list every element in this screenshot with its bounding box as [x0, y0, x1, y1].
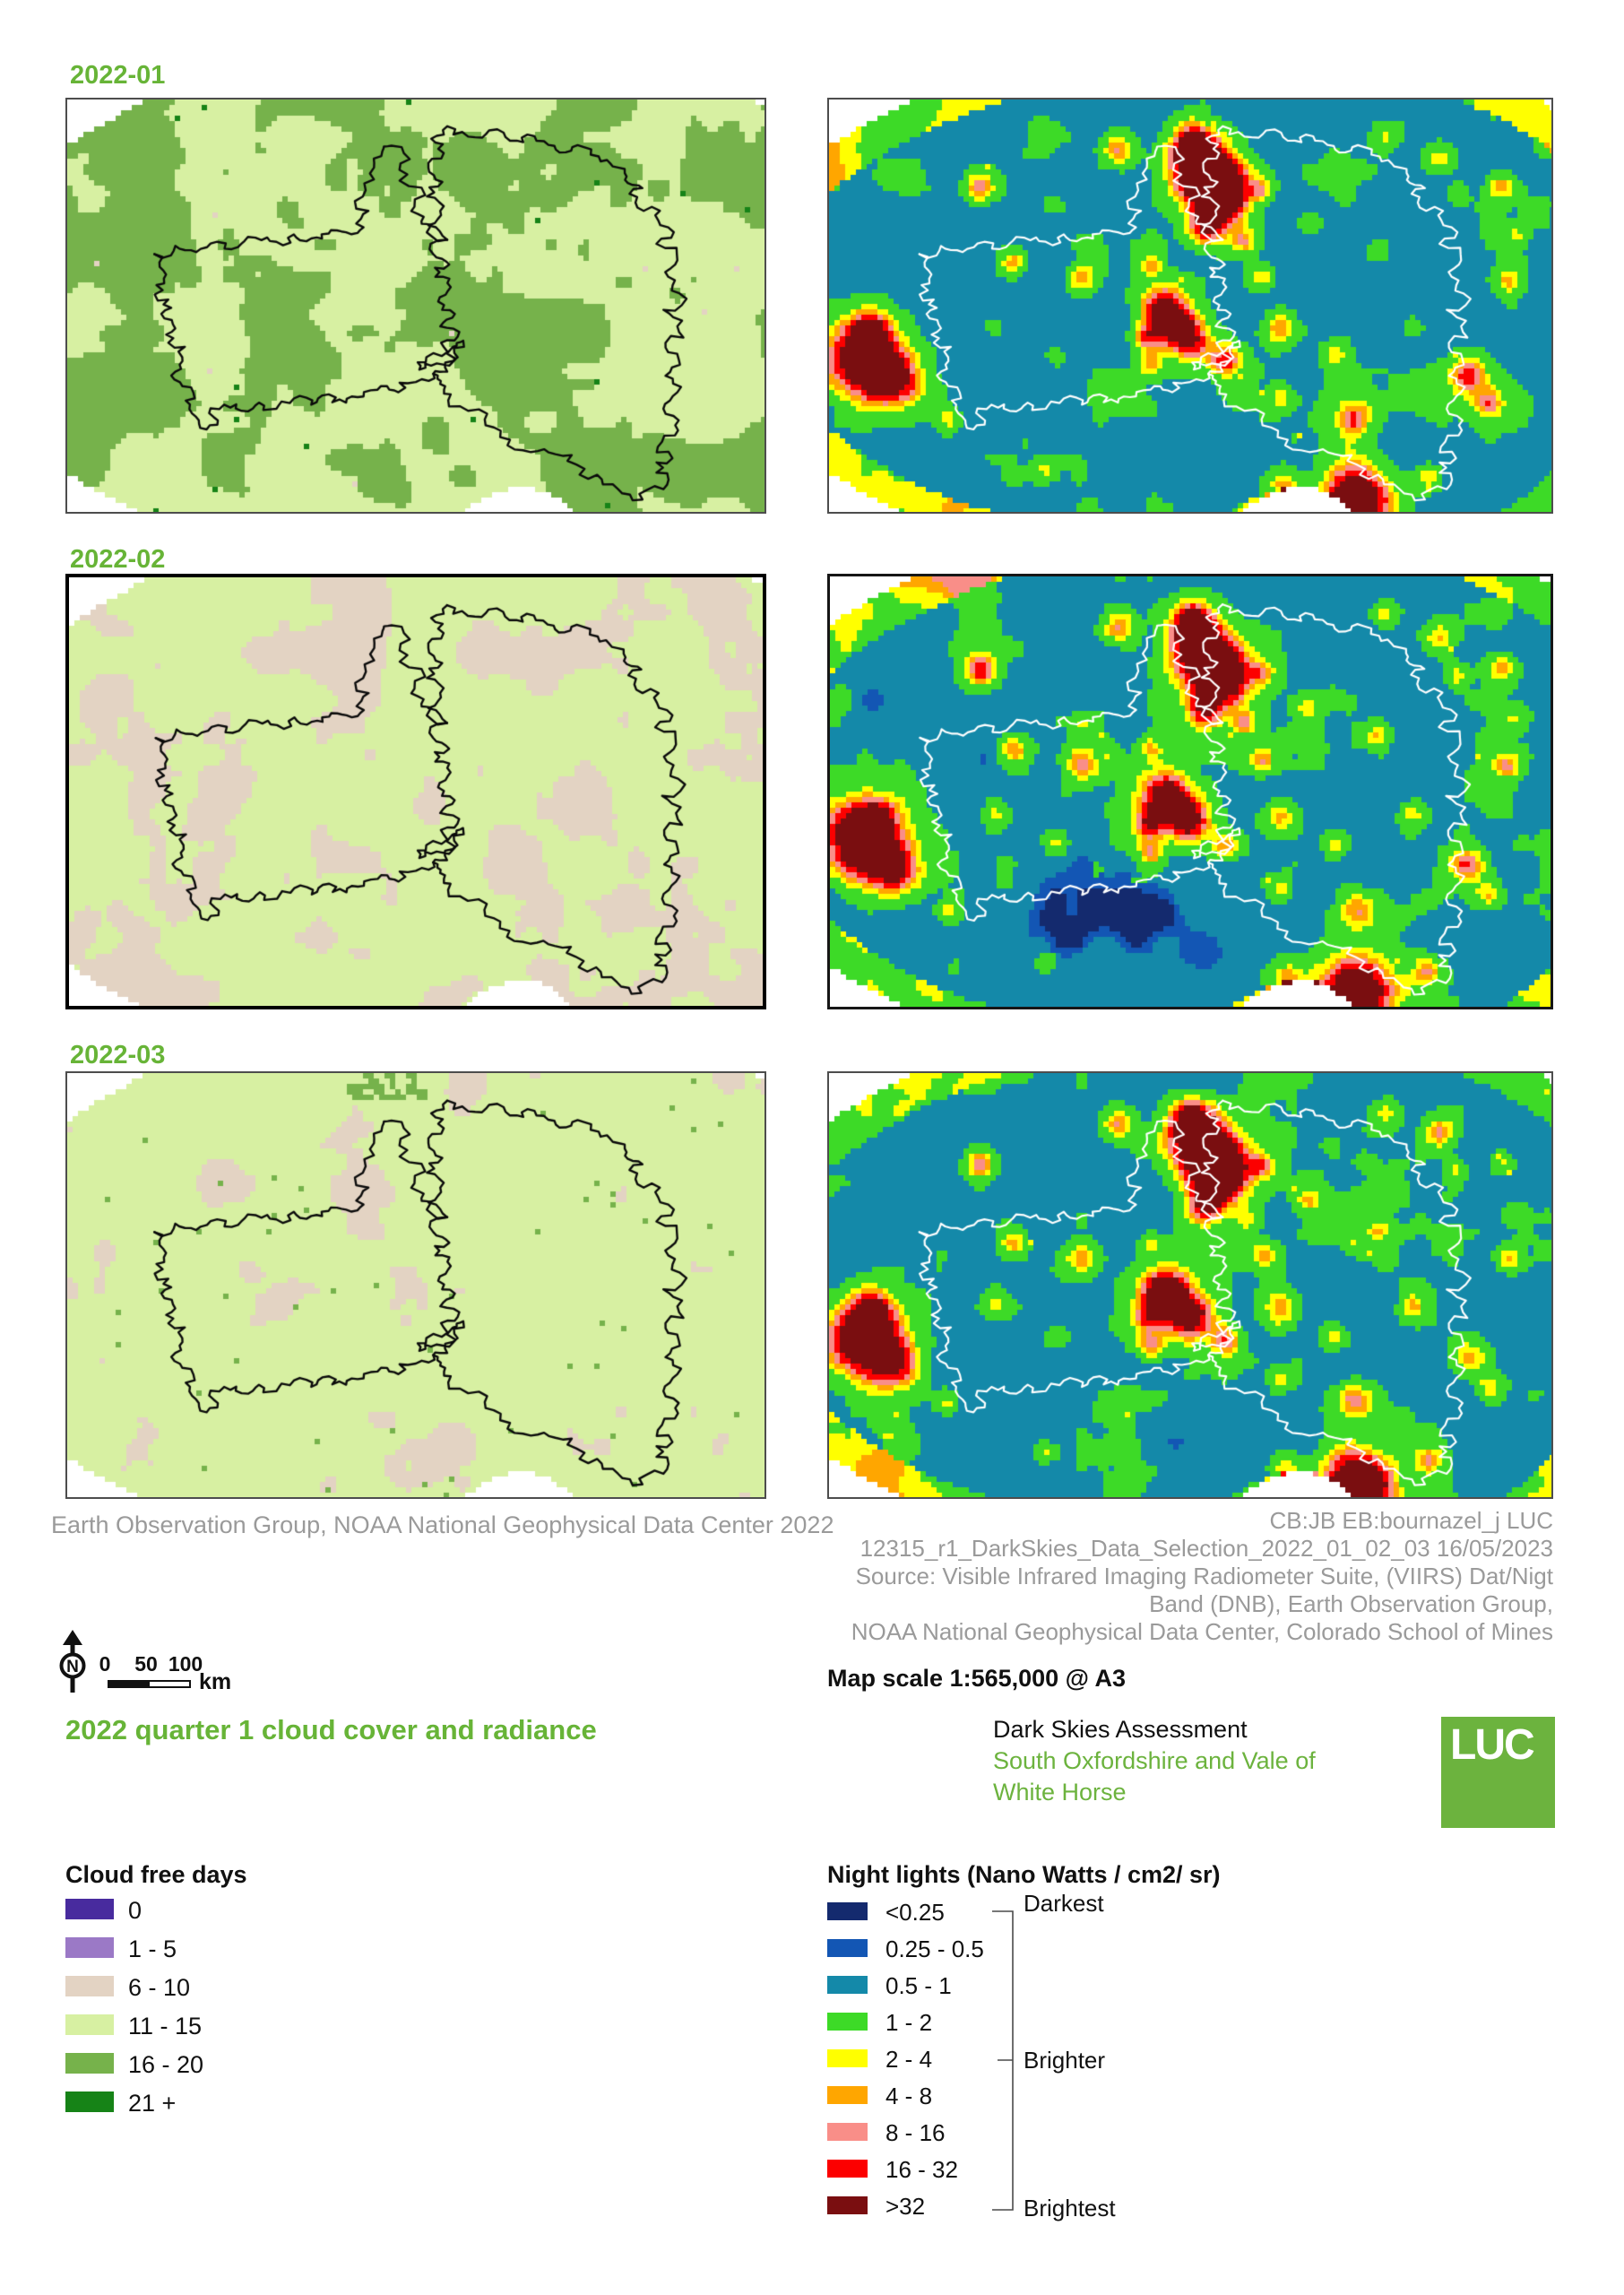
legend-swatch [827, 2049, 868, 2067]
legend-label: 6 - 10 [128, 1974, 191, 2001]
map-canvas-cloud-2022-01 [67, 100, 764, 512]
map-scale-label: Map scale 1:565,000 @ A3 [827, 1665, 1127, 1692]
attribution-line: Source: Visible Infrared Imaging Radiometer Suite, (VIIRS) Dat/Nigt [855, 1563, 1553, 1589]
map-canvas-cloud-2022-03 [67, 1073, 764, 1497]
legend-swatch [65, 2053, 114, 2074]
month-label-2022-03: 2022-03 [70, 1041, 166, 1070]
legend-label: 1 - 2 [885, 2009, 933, 2036]
map-panel-lights-2022-01 [827, 98, 1553, 514]
map-panel-lights-2022-02 [827, 574, 1553, 1009]
legend-label: >32 [885, 2193, 926, 2220]
attribution-line: 12315_r1_DarkSkies_Data_Selection_2022_01_02_03 16/05/2023 [860, 1535, 1553, 1562]
legend-annotation-brighter: Brighter [1024, 2047, 1106, 2074]
project-area-line2: White Horse [993, 1779, 1127, 1806]
legend-swatch [827, 1939, 868, 1957]
scalebar-filled-half [109, 1682, 150, 1686]
scalebar-tick-50: 50 [134, 1652, 158, 1676]
scalebar-tick-0: 0 [99, 1652, 111, 1676]
legend-swatch [65, 1937, 114, 1958]
legend-swatch [65, 2014, 114, 2035]
legend-label: 21 + [128, 2090, 177, 2117]
legend-label: 16 - 32 [885, 2156, 958, 2183]
map-panel-cloud-2022-03 [65, 1071, 766, 1499]
legend-swatch [65, 1976, 114, 1996]
svg-text:N: N [66, 1658, 79, 1676]
project-block [993, 1714, 1316, 1808]
legend-swatch [827, 2196, 868, 2214]
legend-swatch [827, 2160, 868, 2178]
attribution-line: CB:JB EB:bournazel_j LUC [1269, 1507, 1553, 1534]
scalebar-tick-100: 100 [168, 1652, 203, 1676]
legend-label: 11 - 15 [128, 2013, 203, 2040]
legend-label: 16 - 20 [128, 2051, 204, 2078]
legend-label: 0.5 - 1 [885, 1972, 952, 1999]
scalebar-unit: km [199, 1669, 232, 1694]
legend-label: 4 - 8 [885, 2083, 933, 2109]
attribution-line: NOAA National Geophysical Data Center, Colorado School of Mines [851, 1618, 1553, 1645]
map-panel-cloud-2022-01 [65, 98, 766, 514]
scalebar [108, 1680, 191, 1688]
project-assessment: Dark Skies Assessment [993, 1716, 1248, 1743]
map-canvas-lights-2022-03 [829, 1073, 1551, 1497]
legend-swatch [827, 2123, 868, 2141]
luc-logo [1441, 1717, 1555, 1828]
page-title: 2022 quarter 1 cloud cover and radiance [65, 1714, 597, 1745]
attribution-right [836, 1507, 1553, 1646]
legend-swatch [827, 2086, 868, 2104]
legend-annotation-brightest: Brightest [1024, 2195, 1116, 2221]
luc-logo-text: LUC [1450, 1721, 1533, 1769]
legend-brightness-bracket [977, 1896, 1031, 2223]
legend-lights-title: Night lights (Nano Watts / cm2/ sr) [827, 1861, 1221, 1888]
attribution-line: Band (DNB), Earth Observation Group, [1149, 1590, 1553, 1617]
attribution-left: Earth Observation Group, NOAA National Geophysical Data Center 2022 [51, 1511, 834, 1538]
map-canvas-lights-2022-01 [829, 100, 1551, 512]
legend-label: 0.25 - 0.5 [885, 1936, 984, 1962]
map-panel-lights-2022-03 [827, 1071, 1553, 1499]
map-canvas-lights-2022-02 [830, 576, 1551, 1007]
legend-swatch [827, 1902, 868, 1920]
legend-swatch [65, 2091, 114, 2112]
legend-label: 8 - 16 [885, 2119, 946, 2146]
legend-swatch [827, 2013, 868, 2031]
legend-swatch [65, 1899, 114, 1919]
map-canvas-cloud-2022-02 [69, 577, 763, 1006]
legend-swatch [827, 1976, 868, 1994]
legend-label: 0 [128, 1897, 143, 1924]
legend-label: 2 - 4 [885, 2046, 933, 2073]
legend-cloud-title: Cloud free days [65, 1861, 247, 1888]
month-label-2022-01: 2022-01 [70, 61, 166, 90]
legend-label: <0.25 [885, 1899, 945, 1926]
legend-label: 1 - 5 [128, 1936, 177, 1962]
month-label-2022-02: 2022-02 [70, 545, 166, 574]
legend-annotation-darkest: Darkest [1024, 1890, 1104, 1917]
map-panel-cloud-2022-02 [65, 574, 766, 1009]
project-area-line1: South Oxfordshire and Vale of [993, 1747, 1316, 1774]
